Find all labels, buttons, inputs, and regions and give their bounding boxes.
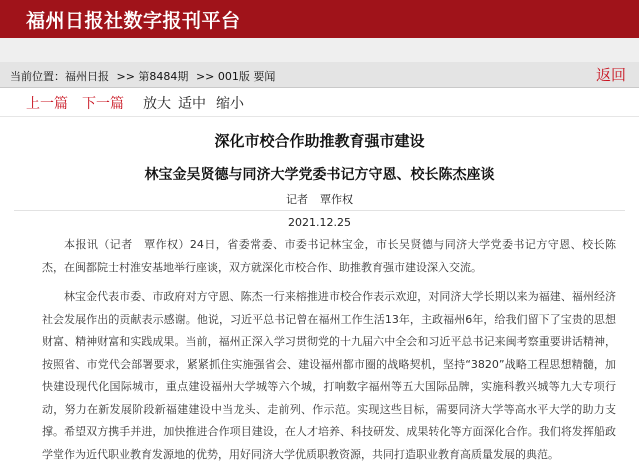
zoom-in-button[interactable]: 放大	[143, 96, 171, 112]
divider	[14, 210, 625, 211]
breadcrumb	[0, 62, 639, 89]
article-date: 2021.12.25	[288, 216, 351, 229]
article-toolbar	[0, 88, 639, 117]
site-header	[0, 0, 639, 38]
author-name: 覃作权	[320, 193, 353, 206]
prev-article-link[interactable]: 上一篇	[26, 96, 68, 112]
breadcrumb-trail	[10, 68, 279, 84]
breadcrumb-item-issue[interactable]: >> 第8484期	[116, 70, 189, 83]
fit-size-button[interactable]: 适中	[178, 96, 206, 112]
article-byline	[0, 191, 639, 207]
header-band	[0, 38, 639, 63]
article-subtitle: 林宝金吴贤德与同济大学党委书记方守恩、校长陈杰座谈	[144, 167, 495, 183]
back-link[interactable]: 返回	[595, 66, 626, 84]
zoom-out-button[interactable]: 缩小	[216, 96, 244, 112]
site-title: 福州日报社数字报刊平台	[26, 10, 241, 32]
article-title: 深化市校合作助推教育强市建设	[214, 132, 425, 150]
article-paragraph: 林宝金代表市委、市政府对方守恩、陈杰一行来榕推进市校合作表示欢迎，对同济大学长期以来为福建、福州经济社会发展作出的贡献表示感谢。他说，习近平总书记曾在福州工作生活13年，主政福州6年，给我们留下了宝贵的思想财富、精神财富和实践成果。当前，福州正深入学习贯彻党的十九届六中全会和习近平总书记来闽考察重要讲话精神，按照省、市党代会部署要求，紧紧抓住实施强省会、建设福州都市圈的战略契机，坚持“3820”战略工程思想精髓，加快建设现代化国际城市，重点建设福州大学城等六个城，打响数字福州等五大国际品牌，实施科教兴城等九大专项行动，努力在新发展阶段新福建建设中当龙头、走前列、作示范。实现这些目标，需要同济大学等高水平大学的助力支撑。希望双方携手并进，加快推进合作项目建设，在人才培养、科技研发、成果转化等方面深化合作。我们将发挥船政学堂作为近代职业教育发源地的优势，用好同济大学优质职教资源，共同打造职业教育高质量发展的典范。	[42, 290, 616, 461]
article-paragraph: 本报讯（记者 覃作权）24日，省委常委、市委书记林宝金，市长吴贤德与同济大学党委书记方守恩、校长陈杰，在闽都院士村淮安基地举行座谈，双方就深化市校合作、助推教育强市建设深入交流。	[42, 238, 616, 274]
next-article-link[interactable]: 下一篇	[82, 96, 124, 112]
article-body	[0, 117, 639, 473]
author-label: 记者	[286, 193, 308, 206]
breadcrumb-item-location[interactable]: 当前位置：福州日报	[10, 70, 109, 83]
breadcrumb-item-page[interactable]: >> 001版 要闻	[195, 70, 276, 83]
